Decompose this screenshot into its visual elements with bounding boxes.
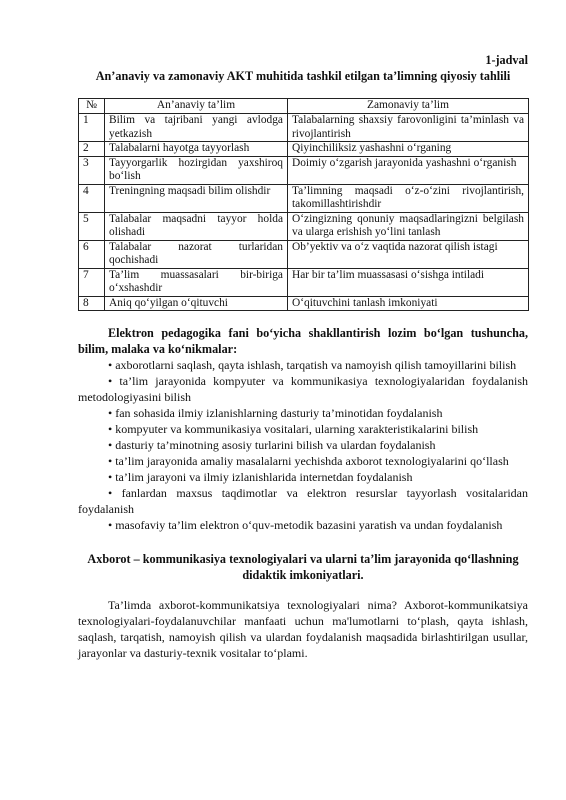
- row-number: 7: [79, 268, 105, 296]
- row-number: 4: [79, 184, 105, 212]
- list-item: • ta’lim jarayonida kompyuter va kommunikasiya texnologiyalaridan foydalanish metodologiyasini bilish: [78, 374, 528, 404]
- header-traditional: An’anaviy ta’lim: [105, 99, 288, 114]
- modern-cell: Ta’limning maqsadi o‘z-o‘zini rivojlantirish, takomillashtirishdir: [288, 184, 529, 212]
- traditional-cell: Talabalar maqsadni tayyor holda olishadi: [105, 212, 288, 240]
- list-item: • fan sohasida ilmiy izlanishlarning dasturiy ta’minotidan foydalanish: [108, 406, 443, 420]
- row-number: 3: [79, 156, 105, 184]
- modern-cell: Ob’yektiv va o‘z vaqtida nazorat qilish istagi: [288, 240, 529, 268]
- list-item: • ta’lim jarayonida amaliy masalalarni yechishda axborot texnologiyalarini qo‘llash: [108, 454, 509, 468]
- list-item: • masofaviy ta’lim elektron o‘quv-metodik bazasini yaratish va undan foydalanish: [108, 518, 503, 532]
- table-row: [79, 184, 529, 212]
- modern-cell: Doimiy o‘zgarish jarayonida yashashni o‘rganish: [288, 156, 529, 184]
- comparison-table: [78, 98, 529, 311]
- row-number: 1: [79, 114, 105, 142]
- table-row: [79, 142, 529, 157]
- table-title: An’anaviy va zamonaviy AKT muhitida tashkil etilgan ta’limning qiyosiy tahlili: [95, 69, 511, 83]
- traditional-cell: Tayyorgarlik hozirgidan yaxshiroq bo‘lish: [105, 156, 288, 184]
- section-heading: Elektron pedagogika fani bo‘yicha shakllantirish lozim bo‘lgan tushuncha, bilim, malaka va ko‘nikmalar:: [78, 326, 528, 356]
- traditional-cell: Talabalarni hayotga tayyorlash: [105, 142, 288, 157]
- traditional-cell: Ta’lim muassasalari bir-biriga o‘xshashdir: [105, 268, 288, 296]
- header-number: №: [79, 99, 105, 114]
- table-label: 1-jadval: [485, 53, 528, 67]
- list-item: • dasturiy ta’minotning asosiy turlarini bilish va ulardan foydalanish: [108, 438, 436, 452]
- modern-cell: Talabalarning shaxsiy farovonligini ta’minlash va rivojlantirish: [288, 114, 529, 142]
- traditional-cell: Aniq qo‘yilgan o‘qituvchi: [105, 296, 288, 311]
- row-number: 2: [79, 142, 105, 157]
- table-row: [79, 156, 529, 184]
- list-item: • fanlardan maxsus taqdimotlar va elektron resurslar tayyorlash vositalaridan foydalanish: [78, 486, 528, 516]
- row-number: 5: [79, 212, 105, 240]
- table-row: [79, 296, 529, 311]
- modern-cell: Qiyinchiliksiz yashashni o‘rganing: [288, 142, 529, 157]
- row-number: 6: [79, 240, 105, 268]
- table-row: [79, 212, 529, 240]
- list-item: • kompyuter va kommunikasiya vositalari, ularning xarakteristikalarini bilish: [108, 422, 479, 436]
- document-page: [78, 52, 528, 661]
- traditional-cell: Treningning maqsadi bilim olishdir: [105, 184, 288, 212]
- modern-cell: O‘zingizning qonuniy maqsadlaringizni belgilash va ularga erishish yo‘lini tanlash: [288, 212, 529, 240]
- body-paragraph: Ta’limda axborot-kommunikatsiya texnologiyalari nima? Axborot-kommunikatsiya texnologiyalari-foydalanuvchilar manfaati uchun ma'lumotlarni to‘plash, qayta ishlash, saqlash, tarqatish, namoyish qilish va ulardan foydalanish maqsadida birlashtirilgan usullar, jarayonlar va dasturiy-texnik vositalar to‘plami.: [78, 598, 528, 660]
- subheading: Axborot – kommunikasiya texnologiyalari va ularni ta’lim jarayonida qo‘llashning didaktik imkoniyatlari.: [87, 552, 519, 582]
- table-row: [79, 268, 529, 296]
- table-header-row: [79, 99, 529, 114]
- traditional-cell: Talabalar nazorat turlaridan qochishadi: [105, 240, 288, 268]
- list-item: • axborotlarni saqlash, qayta ishlash, tarqatish va namoyish qilish tamoyillarini bilish: [108, 358, 517, 372]
- traditional-cell: Bilim va tajribani yangi avlodga yetkazish: [105, 114, 288, 142]
- header-modern: Zamonaviy ta’lim: [288, 99, 529, 114]
- modern-cell: Har bir ta’lim muassasasi o‘sishga intiladi: [288, 268, 529, 296]
- table-row: [79, 240, 529, 268]
- modern-cell: O‘qituvchini tanlash imkoniyati: [288, 296, 529, 311]
- row-number: 8: [79, 296, 105, 311]
- skills-list: [78, 357, 528, 533]
- table-row: [79, 114, 529, 142]
- list-item: • ta’lim jarayoni va ilmiy izlanishlarida internetdan foydalanish: [108, 470, 413, 484]
